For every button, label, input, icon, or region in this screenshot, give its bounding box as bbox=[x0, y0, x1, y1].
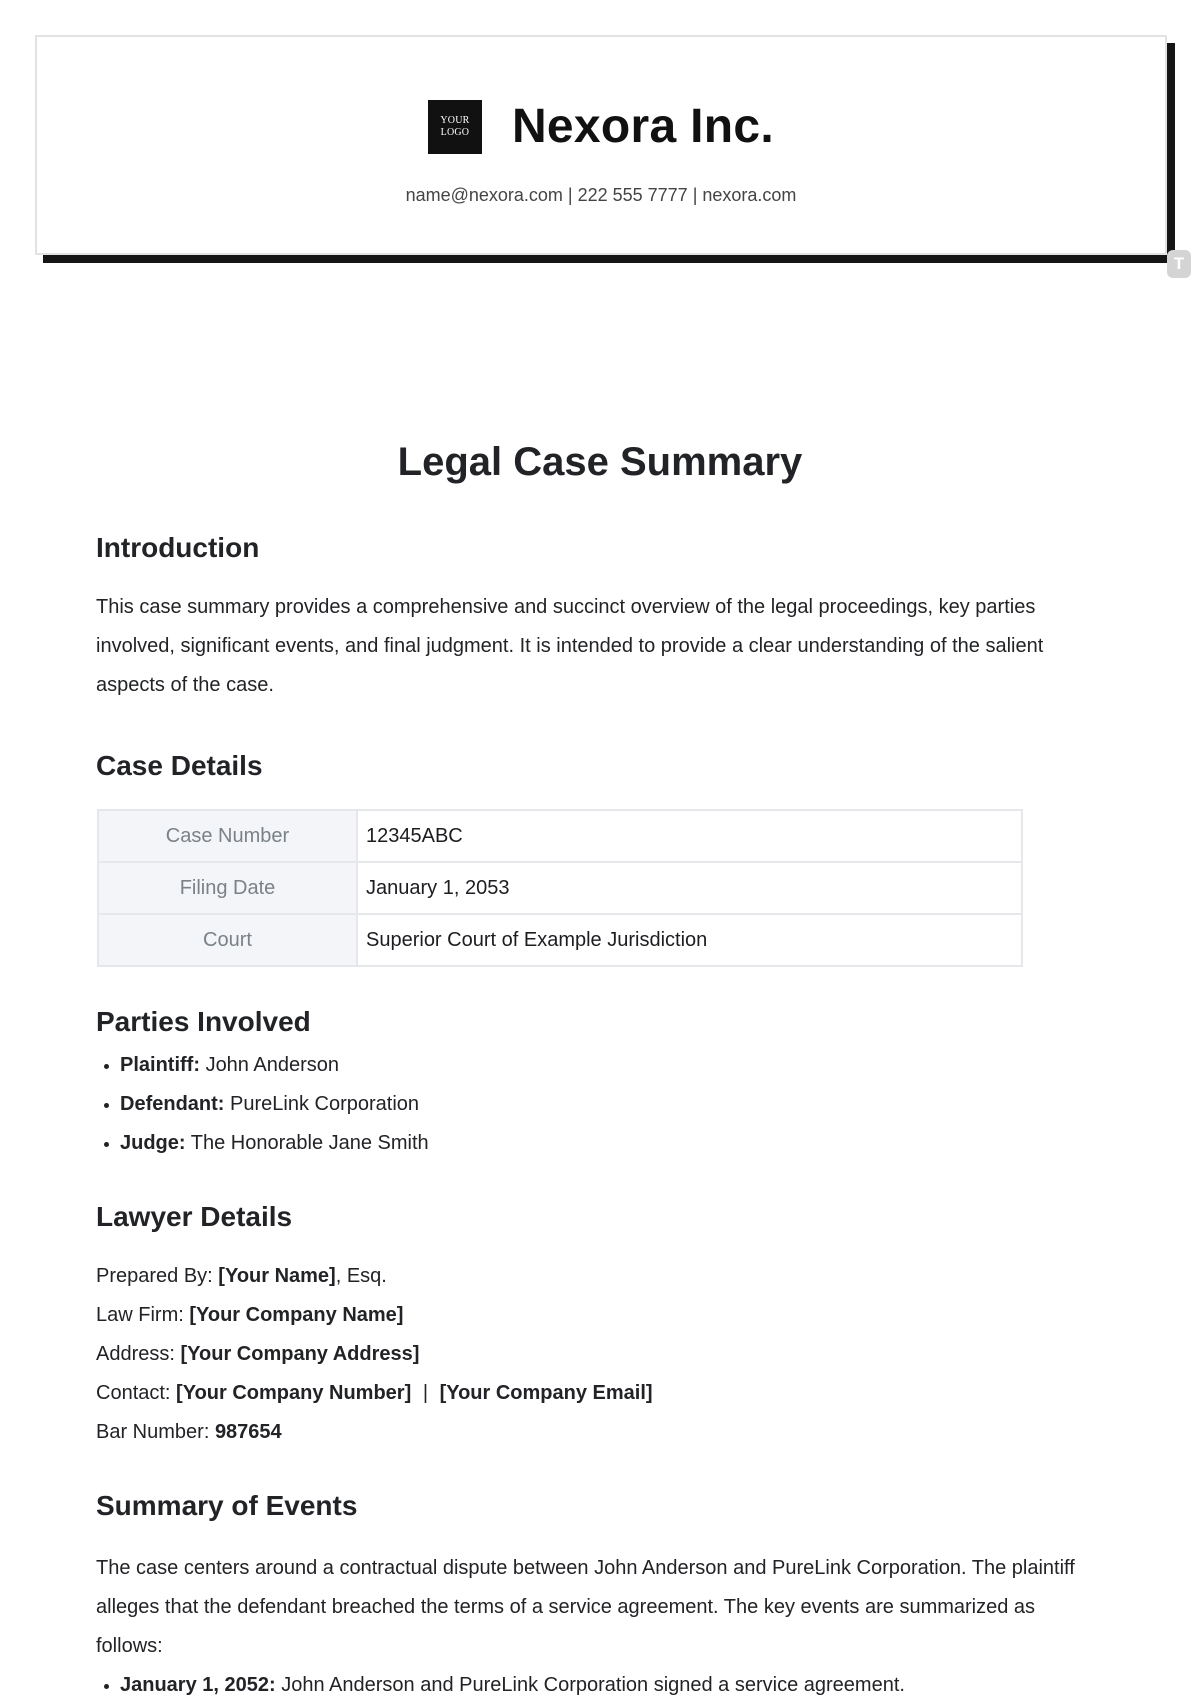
document-title: Legal Case Summary bbox=[397, 440, 803, 484]
contact-separator: | bbox=[422, 1382, 429, 1404]
list-item-event bbox=[104, 1666, 1104, 1700]
prepared-by-label: Prepared By: bbox=[96, 1265, 213, 1287]
case-details-heading: Case Details bbox=[96, 750, 263, 781]
case-details-table bbox=[97, 809, 1023, 967]
address-label: Address: bbox=[96, 1343, 175, 1365]
company-name: Nexora Inc. bbox=[511, 100, 775, 153]
filing-date-label: Filing Date bbox=[98, 862, 357, 914]
case-number-value: 12345ABC bbox=[357, 810, 1022, 862]
judge-name: The Honorable Jane Smith bbox=[190, 1132, 429, 1154]
list-item-judge bbox=[104, 1124, 1104, 1163]
case-number-label: Case Number bbox=[98, 810, 357, 862]
address-line bbox=[96, 1335, 653, 1374]
events-list bbox=[104, 1666, 1104, 1700]
plaintiff-label: Plaintiff: bbox=[120, 1054, 200, 1076]
logo-text-line1: YOUR bbox=[440, 114, 470, 126]
bar-number-value: 987654 bbox=[214, 1421, 282, 1443]
table-row-filing-date bbox=[98, 862, 1022, 914]
text-tool-icon[interactable]: T bbox=[1167, 250, 1191, 278]
prepared-by-line bbox=[96, 1257, 653, 1296]
court-value: Superior Court of Example Jurisdiction bbox=[357, 914, 1022, 966]
law-firm-label: Law Firm: bbox=[96, 1304, 184, 1326]
introduction-text: This case summary provides a comprehensive and succinct overview of the legal proceedings, key parties involved, significant events, and final judgment. It is intended to provide a clear understanding of the salient aspects of the case. bbox=[96, 596, 1044, 696]
law-firm-line bbox=[96, 1296, 653, 1335]
parties-heading: Parties Involved bbox=[96, 1006, 311, 1037]
prepared-by-suffix: , Esq. bbox=[335, 1265, 387, 1287]
contact-label: Contact: bbox=[96, 1382, 171, 1404]
address-value: [Your Company Address] bbox=[180, 1343, 420, 1365]
contact-email: [Your Company Email] bbox=[439, 1382, 653, 1404]
law-firm-value: [Your Company Name] bbox=[189, 1304, 404, 1326]
table-row-case-number bbox=[98, 810, 1022, 862]
plaintiff-name: John Anderson bbox=[205, 1054, 339, 1076]
contact-line bbox=[96, 1374, 653, 1413]
defendant-name: PureLink Corporation bbox=[230, 1093, 420, 1115]
logo-placeholder bbox=[428, 100, 482, 154]
contact-number: [Your Company Number] bbox=[176, 1382, 412, 1404]
summary-text: The case centers around a contractual dispute between John Anderson and PureLink Corporation. The plaintiff alleges that the defendant breached the terms of a service agreement. The key events are summarized as follows: bbox=[96, 1557, 1075, 1657]
defendant-label: Defendant: bbox=[120, 1093, 225, 1115]
event-description: John Anderson and PureLink Corporation signed a service agreement. bbox=[281, 1674, 905, 1696]
lawyer-details-heading: Lawyer Details bbox=[96, 1201, 293, 1232]
filing-date-value: January 1, 2053 bbox=[357, 862, 1022, 914]
prepared-by-value: [Your Name] bbox=[218, 1265, 336, 1287]
event-date: January 1, 2052: bbox=[120, 1674, 276, 1696]
table-row-court bbox=[98, 914, 1022, 966]
letterhead bbox=[35, 35, 1167, 255]
company-contact: name@nexora.com | 222 555 7777 | nexora.com bbox=[405, 185, 797, 205]
bar-number-label: Bar Number: bbox=[96, 1421, 210, 1443]
brand-row bbox=[37, 99, 1165, 154]
court-label: Court bbox=[98, 914, 357, 966]
introduction-heading: Introduction bbox=[96, 532, 260, 563]
lawyer-details bbox=[96, 1257, 653, 1452]
summary-heading: Summary of Events bbox=[96, 1490, 358, 1521]
bar-number-line bbox=[96, 1413, 653, 1452]
list-item-defendant bbox=[104, 1085, 1104, 1124]
judge-label: Judge: bbox=[120, 1132, 186, 1154]
list-item-plaintiff bbox=[104, 1046, 1104, 1085]
parties-list bbox=[104, 1046, 1104, 1163]
logo-text-line2: LOGO bbox=[440, 126, 470, 138]
